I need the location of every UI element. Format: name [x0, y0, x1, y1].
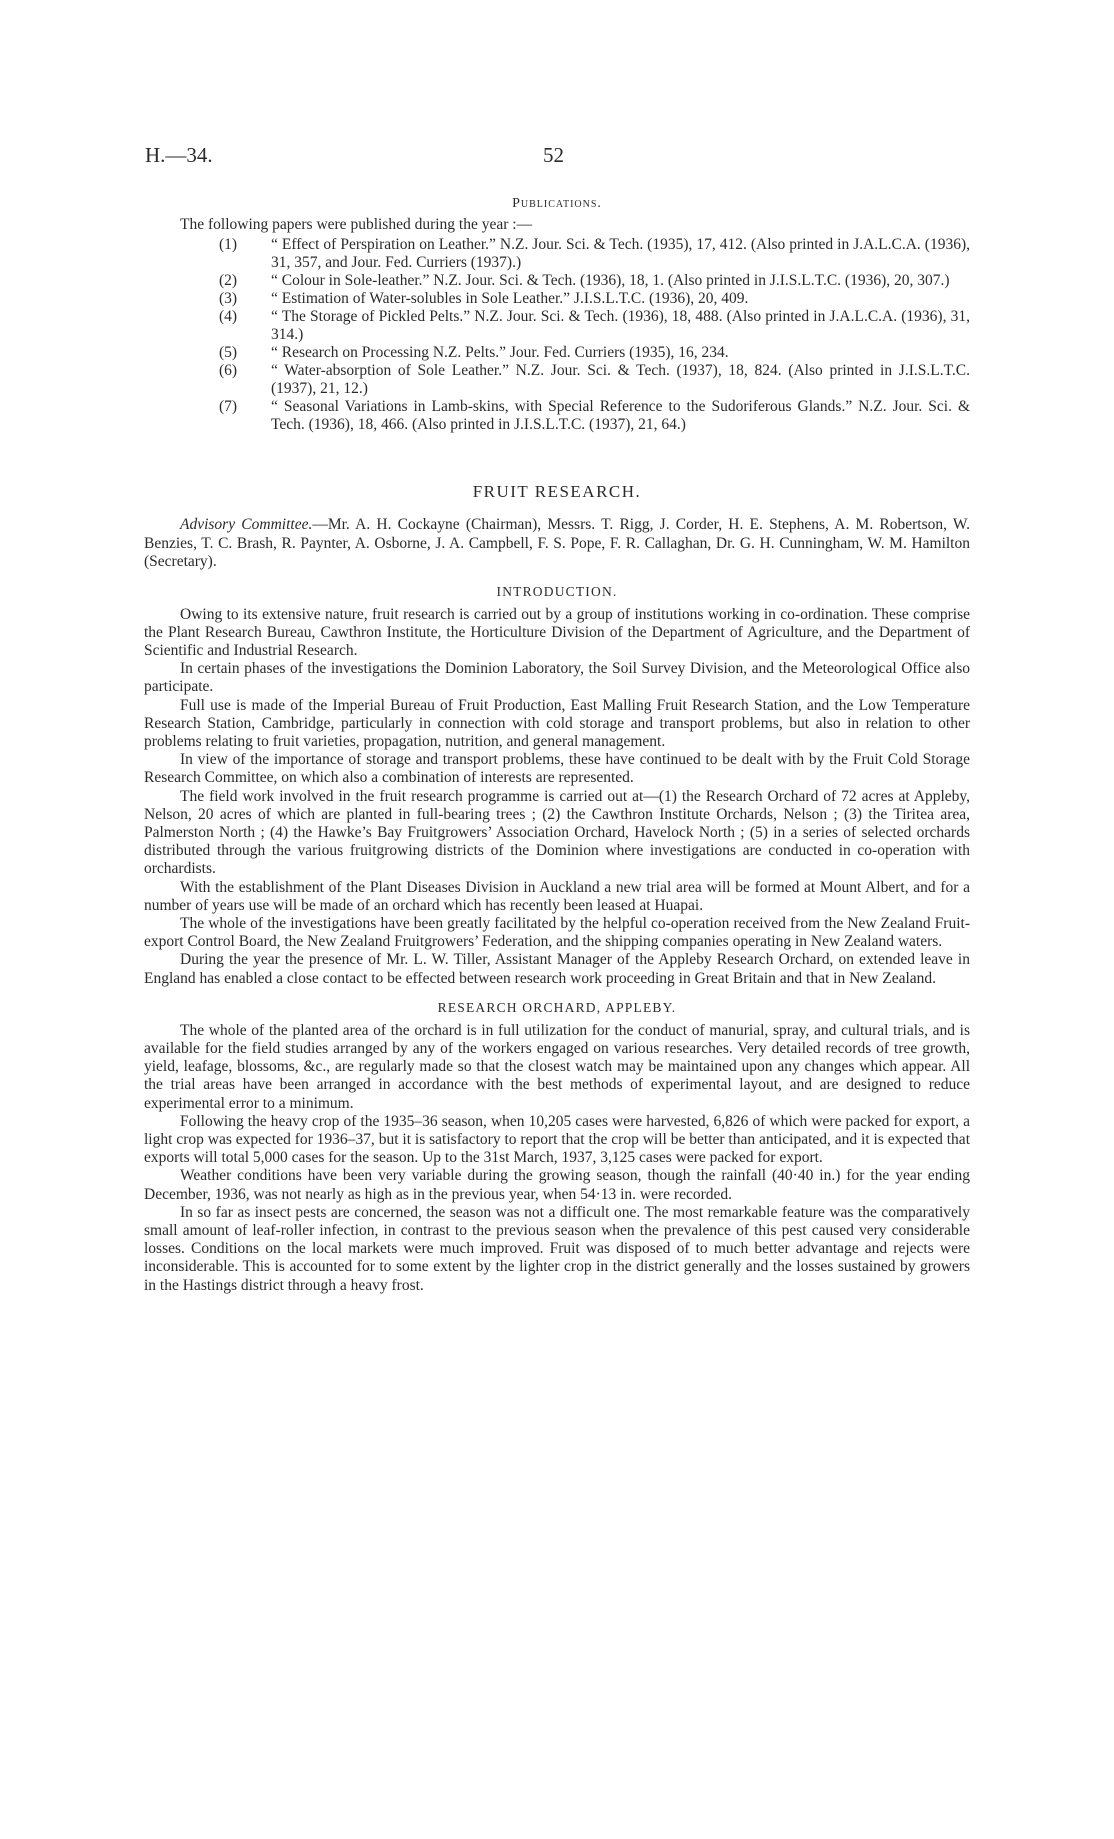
intro-paragraph: The field work involved in the fruit research programme is carried out at—(1) the Research Orchard of 72 acres at Appleby, Nelson, 20 acres of which are planted in full-bearing trees ; (2) the Cawthron Institute Orchards, Nelson ; (3) the Tiritea area, Palmerston North ; (4) the Hawke’s Bay Fruitgrowers’ Association Orchard, Havelock North ; (5) in a series of selected orchards distributed through the various fruitgrowing districts of the Dominion where investigations are conducted in co-operation with orchardists.	[144, 787, 970, 878]
intro-paragraph: Full use is made of the Imperial Bureau of Fruit Production, East Malling Fruit Research Station, and the Low Temperature Research Station, Cambridge, particularly in connection with cold storage and transport problems, but also in relation to other problems relating to fruit varieties, propagation, nutrition, and general management.	[144, 696, 970, 750]
publication-number: (1)	[219, 236, 238, 253]
orchard-paragraph: Following the heavy crop of the 1935–36 season, when 10,205 cases were harvested, 6,826 of which were packed for export, a light crop was expected for 1936–37, but it is satisfactory to report that the crop will be better than anticipated, and it is expected that exports will total 5,000 cases for the season. Up to the 31st March, 1937, 3,125 cases were packed for export.	[144, 1112, 970, 1167]
publication-number: (3)	[219, 290, 238, 307]
intro-paragraph: During the year the presence of Mr. L. W. Tiller, Assistant Manager of the Appleby Research Orchard, on extended leave in England has enabled a close contact to be effected between research work proceeding in Great Britain and that in New Zealand.	[144, 951, 970, 987]
publication-number: (4)	[219, 308, 238, 325]
publication-text: “ Seasonal Variations in Lamb-skins, with Special Reference to the Sudoriferous Glands.” N.Z. Jour. Sci. & Tech. (1936), 18, 466. (Also printed in J.I.S.L.T.C. (1937), 21, 64.)	[271, 398, 970, 433]
publication-text: “ Estimation of Water-solubles in Sole Leather.” J.I.S.L.T.C. (1936), 20, 409.	[271, 290, 749, 307]
publication-number: (5)	[219, 344, 238, 361]
intro-paragraph: In view of the importance of storage and transport problems, these have continued to be dealt with by the Fruit Cold Storage Research Committee, on which also a combination of interests are represented.	[144, 751, 970, 787]
publication-number: (7)	[219, 398, 238, 415]
report-code: H.—34.	[145, 143, 213, 167]
orchard-paragraph: Weather conditions have been very variable during the growing season, though the rainfall (40·40 in.) for the year ending December, 1936, was not nearly as high as in the previous year, when 54·13 in. were recorded.	[144, 1167, 970, 1203]
fruit-research-heading: FRUIT RESEARCH.	[472, 482, 642, 501]
orchard-paragraph: In so far as insect pests are concerned, the season was not a difficult one. The most remarkable feature was the comparatively small amount of leaf-roller infection, in contrast to the previous season when the prevalence of this pest caused very considerable losses. Conditions on the local markets were much improved. Fruit was disposed of to much better advantage and rejects were inconsiderable. This is accounted for to some extent by the lighter crop in the district generally and the losses sustained by growers in the Hastings district through a heavy frost.	[144, 1203, 970, 1294]
publication-text: “ Colour in Sole-leather.” N.Z. Jour. Sci. & Tech. (1936), 18, 1. (Also printed in J.I.S.L.T.C. (1936), 20, 307.)	[271, 272, 950, 289]
publication-item	[144, 290, 970, 308]
publication-item	[144, 308, 970, 344]
publication-item	[144, 344, 970, 362]
publications-lead: The following papers were published during the year :—	[180, 216, 533, 233]
intro-paragraph: Owing to its extensive nature, fruit research is carried out by a group of institutions working in co-ordination. These comprise the Plant Research Bureau, Cawthron Institute, the Horticulture Division of the Department of Agriculture, and the Department of Scientific and Industrial Research.	[144, 605, 970, 659]
publication-item	[144, 398, 970, 434]
publication-text: “ Water-absorption of Sole Leather.” N.Z. Jour. Sci. & Tech. (1937), 18, 824. (Also printed in J.I.S.L.T.C. (1937), 21, 12.)	[271, 362, 970, 397]
intro-paragraph: The whole of the investigations have been greatly facilitated by the helpful co-operation received from the New Zealand Fruit-export Control Board, the New Zealand Fruitgrowers’ Federation, and the shipping companies operating in New Zealand waters.	[144, 914, 970, 951]
publication-text: “ Effect of Perspiration on Leather.” N.Z. Jour. Sci. & Tech. (1935), 17, 412. (Also printed in J.A.L.C.A. (1936), 31, 357, and Jour. Fed. Curriers (1937).)	[271, 236, 970, 271]
publication-item	[144, 272, 970, 290]
orchard-paragraph: The whole of the planted area of the orchard is in full utilization for the conduct of manurial, spray, and cultural trials, and is available for the field studies arranged by any of the workers engaged on various researches. Very detailed records of tree growth, yield, leafage, blossoms, &c., are regularly made so that the closest watch may be maintained upon any changes which appear. All the trial areas have been arranged in accordance with the best methods of experimental layout, and are designed to reduce experimental error to a minimum.	[144, 1021, 970, 1112]
publication-text: “ Research on Processing N.Z. Pelts.” Jour. Fed. Curriers (1935), 16, 234.	[271, 344, 729, 361]
introduction-heading: INTRODUCTION.	[496, 583, 618, 599]
publication-item	[144, 236, 970, 272]
committee-label: Advisory Committee.	[180, 516, 313, 533]
intro-paragraph: With the establishment of the Plant Diseases Division in Auckland a new trial area will be formed at Mount Albert, and for a number of years use will be made of an orchard which has recently been leased at Huapai.	[144, 878, 970, 914]
advisory-committee	[144, 516, 970, 572]
intro-paragraph: In certain phases of the investigations the Dominion Laboratory, the Soil Survey Division, and the Meteorological Office also participate.	[144, 660, 970, 696]
publication-number: (2)	[219, 272, 238, 289]
research-orchard-heading: RESEARCH ORCHARD, APPLEBY.	[437, 999, 677, 1015]
main-column	[144, 196, 970, 1295]
publications-heading: Publications.	[512, 196, 602, 211]
publication-text: “ The Storage of Pickled Pelts.” N.Z. Jour. Sci. & Tech. (1936), 18, 488. (Also printed in J.A.L.C.A. (1936), 31, 314.)	[271, 308, 970, 343]
publications-list	[144, 236, 970, 434]
publication-item	[144, 362, 970, 398]
committee-members: —Mr. A. H. Cockayne (Chairman), Messrs. T. Rigg, J. Corder, H. E. Stephens, A. M. Robertson, W. Benzies, T. C. Brash, R. Paynter, A. Osborne, J. A. Campbell, F. S. Pope, F. R. Callaghan, Dr. G. H. Cunningham, W. M. Hamilton (Secretary).	[144, 516, 970, 570]
page-number: 52	[543, 143, 564, 167]
publication-number: (6)	[219, 362, 238, 379]
page-header	[145, 143, 969, 173]
